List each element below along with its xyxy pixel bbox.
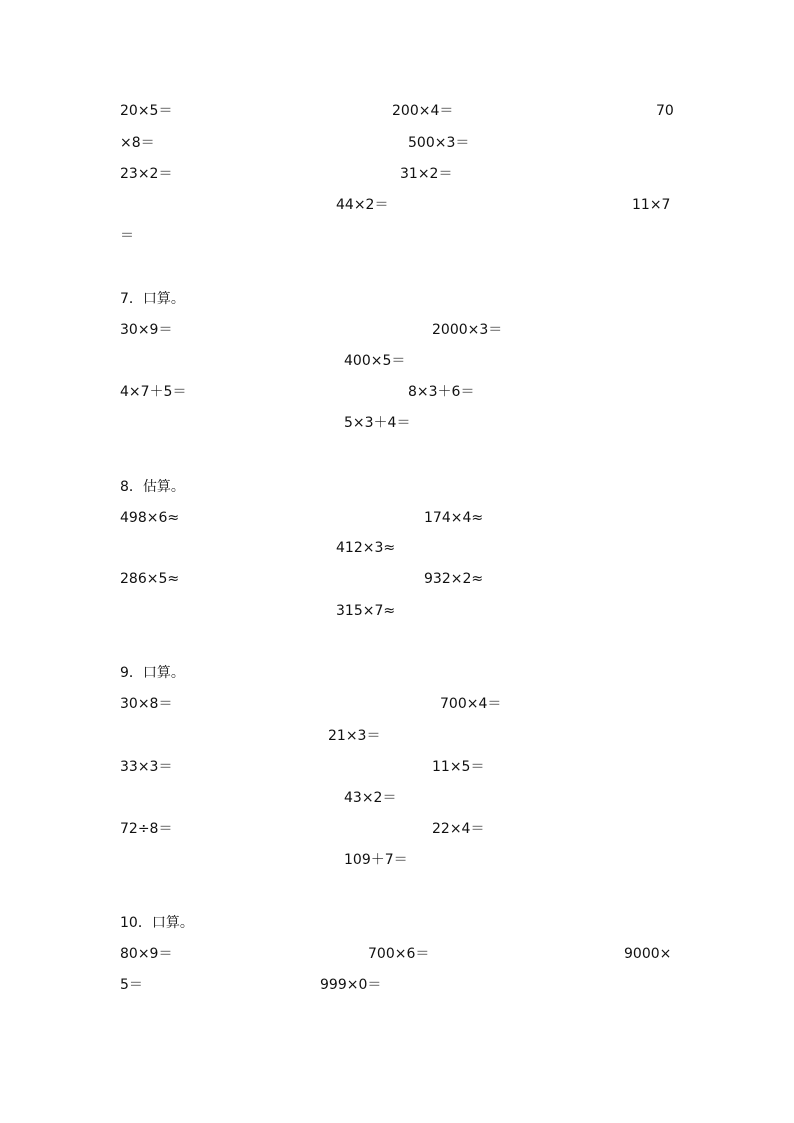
problem-item: 2000×3＝: [432, 322, 503, 338]
problem-item: 30×8＝: [120, 696, 173, 712]
section-heading: 7．口算。: [120, 291, 185, 307]
problem-item: 500×3＝: [408, 135, 470, 151]
problem-item: 70: [656, 103, 674, 119]
section-heading: 8．估算。: [120, 479, 185, 495]
problem-item: 30×9＝: [120, 322, 173, 338]
problem-item: 22×4＝: [432, 821, 485, 837]
problem-item: 5＝: [120, 977, 143, 993]
problem-item: 11×5＝: [432, 759, 485, 775]
problem-item: 412×3≈: [336, 540, 396, 556]
section-heading: 10．口算。: [120, 915, 194, 931]
problem-item: 20×5＝: [120, 103, 173, 119]
problem-item: 999×0＝: [320, 977, 382, 993]
problem-item: ＝: [120, 228, 134, 244]
problem-item: 400×5＝: [344, 353, 406, 369]
problem-item: 43×2＝: [344, 790, 397, 806]
problem-item: 80×9＝: [120, 946, 173, 962]
problem-item: 498×6≈: [120, 510, 180, 526]
problem-item: 109＋7＝: [344, 852, 408, 868]
problem-item: 23×2＝: [120, 166, 173, 182]
problem-item: 72÷8＝: [120, 821, 173, 837]
problem-item: 200×4＝: [392, 103, 454, 119]
section-heading: 9．口算。: [120, 665, 185, 681]
problem-item: 4×7＋5＝: [120, 384, 187, 400]
problem-item: 33×3＝: [120, 759, 173, 775]
problem-item: 44×2＝: [336, 197, 389, 213]
problem-item: 700×6＝: [368, 946, 430, 962]
problem-item: 9000×: [624, 946, 672, 962]
problem-item: 315×7≈: [336, 603, 396, 619]
problem-item: 286×5≈: [120, 571, 180, 587]
problem-item: 932×2≈: [424, 571, 484, 587]
problem-item: ×8＝: [120, 135, 155, 151]
problem-item: 11×7: [632, 197, 671, 213]
problem-item: 21×3＝: [328, 728, 381, 744]
problem-item: 5×3＋4＝: [344, 415, 411, 431]
problem-item: 700×4＝: [440, 696, 502, 712]
problem-item: 8×3＋6＝: [408, 384, 475, 400]
problem-item: 31×2＝: [400, 166, 453, 182]
problem-item: 174×4≈: [424, 510, 484, 526]
